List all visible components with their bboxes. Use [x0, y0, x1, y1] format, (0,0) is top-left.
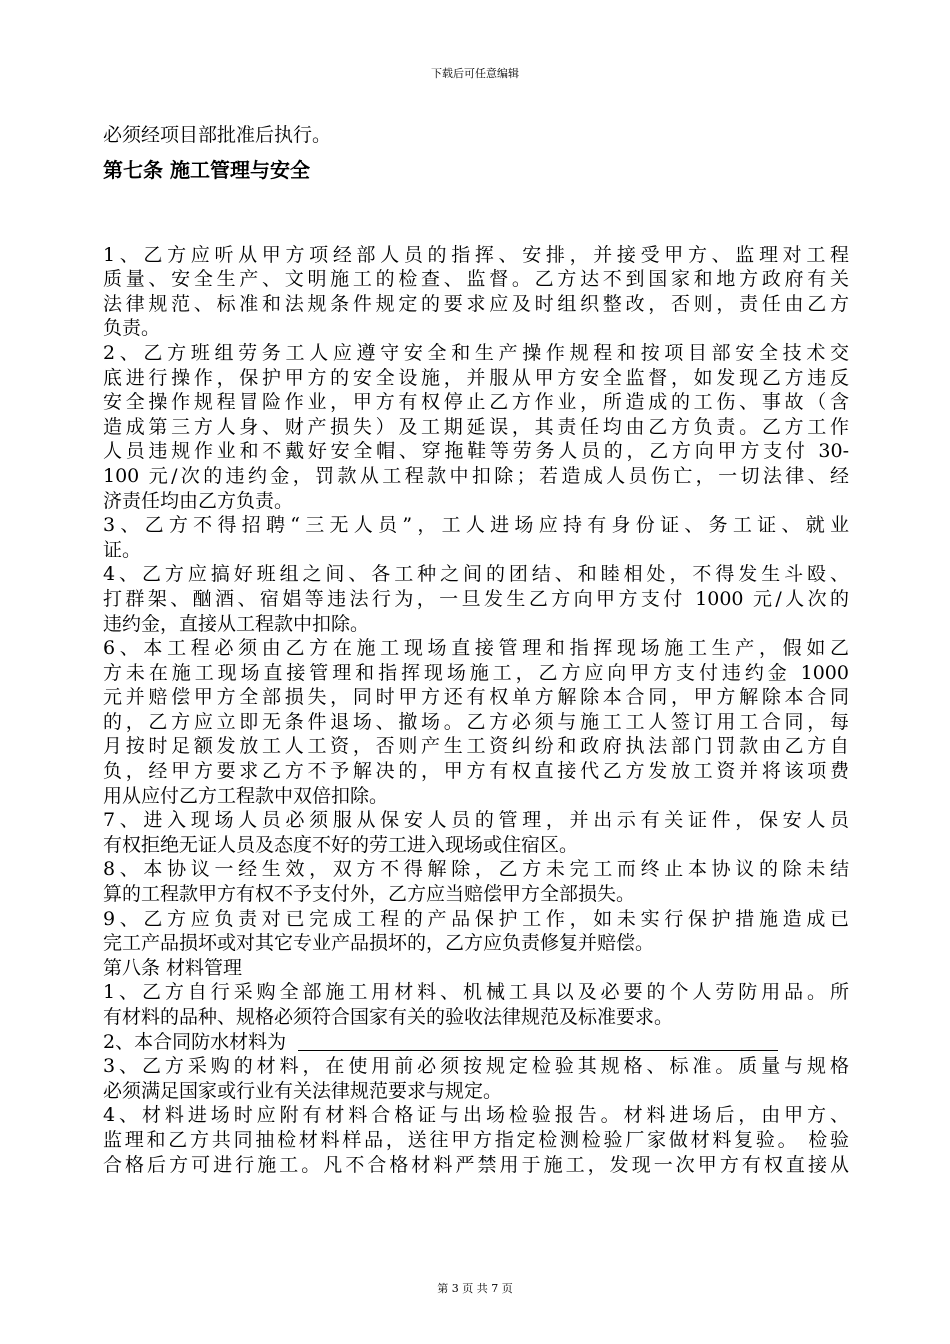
body-line: 法律规范、标准和法规条件规定的要求应及时组织整改，否则，责任由乙方 — [103, 292, 849, 315]
section-8-title: 第八条 材料管理 — [103, 956, 243, 979]
body-line: 8、本协议一经生效，双方不得解除，乙方未完工而终止本协议的除未结 — [103, 858, 849, 881]
body-line: 100 元/次的违约金，罚款从工程款中扣除；若造成人员伤亡，一切法律、经 — [103, 464, 849, 487]
lead-line: 必须经项目部批准后执行。 — [103, 124, 332, 146]
body-line: 的，乙方应立即无条件退场、撤场。乙方必须与施工工人签订用工合同，每 — [103, 710, 849, 733]
body-line: 7、进入现场人员必须服从保安人员的管理，并出示有关证件，保安人员 — [103, 809, 849, 832]
page-footer-number: 第 3 页 共 7 页 — [437, 1282, 513, 1295]
body-line: 2、乙方班组劳务工人应遵守安全和生产操作规程和按项目部安全技术交 — [103, 341, 849, 364]
body-line: 人员违规作业和不戴好安全帽、穿拖鞋等劳务人员的，乙方向甲方支付 30- — [103, 440, 849, 463]
body-line: 1、乙方自行采购全部施工用材料、机械工具以及必要的个人劳防用品。所 — [103, 981, 849, 1004]
body-line: 有材料的品种、规格必须符合国家有关的验收法律规范及标准要求。 — [103, 1006, 674, 1028]
section-7-title: 第七条 施工管理与安全 — [103, 157, 310, 182]
document-body — [103, 123, 849, 1177]
body-line: 6、本工程必须由乙方在施工现场直接管理和指挥现场施工生产，假如乙 — [103, 637, 849, 660]
body-line: 造成第三方人身、财产损失）及工期延误，其责任均由乙方负责。乙方工作 — [103, 415, 849, 438]
body-line: 算的工程款甲方有权不予支付外，乙方应当赔偿甲方全部损失。 — [103, 883, 636, 906]
page-header-note: 下载后可任意编辑 — [431, 67, 519, 80]
body-line: 负责。 — [103, 317, 161, 340]
body-line: 3、乙方不得招聘“三无人员”，工人进场应持有身份证、务工证、就业 — [103, 514, 849, 537]
body-line: 元并赔偿甲方全部损失，同时甲方还有权单方解除本合同，甲方解除本合同 — [103, 686, 849, 709]
body-line: 必须满足国家或行业有关法律规范要求与规定。 — [103, 1079, 503, 1102]
body-line: 安全操作规程冒险作业，甲方有权停止乙方作业，所造成的工伤、事故（含 — [103, 391, 849, 414]
body-line: 3、乙方采购的材料，在使用前必须按规定检验其规格、标准。质量与规格 — [103, 1055, 849, 1078]
body-line: 质量、安全生产、文明施工的检查、监督。乙方达不到国家和地方政府有关 — [103, 268, 849, 291]
body-line: 监理和乙方共同抽检材料样品，送往甲方指定检测检验厂家做材料复验。 检验 — [103, 1128, 849, 1151]
body-line: 济责任均由乙方负责。 — [103, 489, 294, 512]
body-line: 4、乙方应搞好班组之间、各工种之间的团结、和睦相处，不得发生斗殴、 — [103, 563, 849, 586]
body-line: 4、材料进场时应附有材料合格证与出场检验报告。材料进场后，由甲方、 — [103, 1104, 849, 1127]
body-line: 负，经甲方要求乙方不予解决的，甲方有权直接代乙方发放工资并将该项费 — [103, 760, 849, 783]
body-line: 有权拒绝无证人员及态度不好的劳工进入现场或住宿区。 — [103, 833, 579, 856]
body-line: 9、乙方应负责对已完成工程的产品保护工作，如未实行保护措施造成已 — [103, 907, 849, 930]
body-line: 合格后方可进行施工。凡不合格材料严禁用于施工，发现一次甲方有权直接从 — [103, 1153, 849, 1176]
body-line: 1、乙方应听从甲方项经部人员的指挥、安排，并接受甲方、监理对工程 — [103, 243, 849, 266]
body-line: 完工产品损坏或对其它专业产品损坏的，乙方应负责修复并赔偿。 — [103, 932, 655, 955]
body-line: 证。 — [103, 538, 142, 561]
body-line: 用从应付乙方工程款中双倍扣除。 — [103, 784, 389, 807]
body-line: 违约金，直接从工程款中扣除。 — [103, 612, 370, 635]
waterproof-material-blank — [298, 1032, 778, 1051]
body-line: 方未在施工现场直接管理和指挥现场施工，乙方应向甲方支付违约金 1000 — [103, 661, 849, 684]
body-line: 打群架、酗酒、宿娼等违法行为，一旦发生乙方向甲方支付 1000 元/人次的 — [103, 587, 849, 610]
body-line: 底进行操作，保护甲方的安全设施，并服从甲方安全监督，如发现乙方违反 — [103, 366, 849, 389]
body-line: 月按时足额发放工人工资，否则产生工资纠纷和政府执法部门罚款由乙方自 — [103, 735, 849, 758]
waterproof-material-line — [103, 1030, 849, 1055]
waterproof-material-label: 2、本合同防水材料为 — [103, 1030, 287, 1053]
